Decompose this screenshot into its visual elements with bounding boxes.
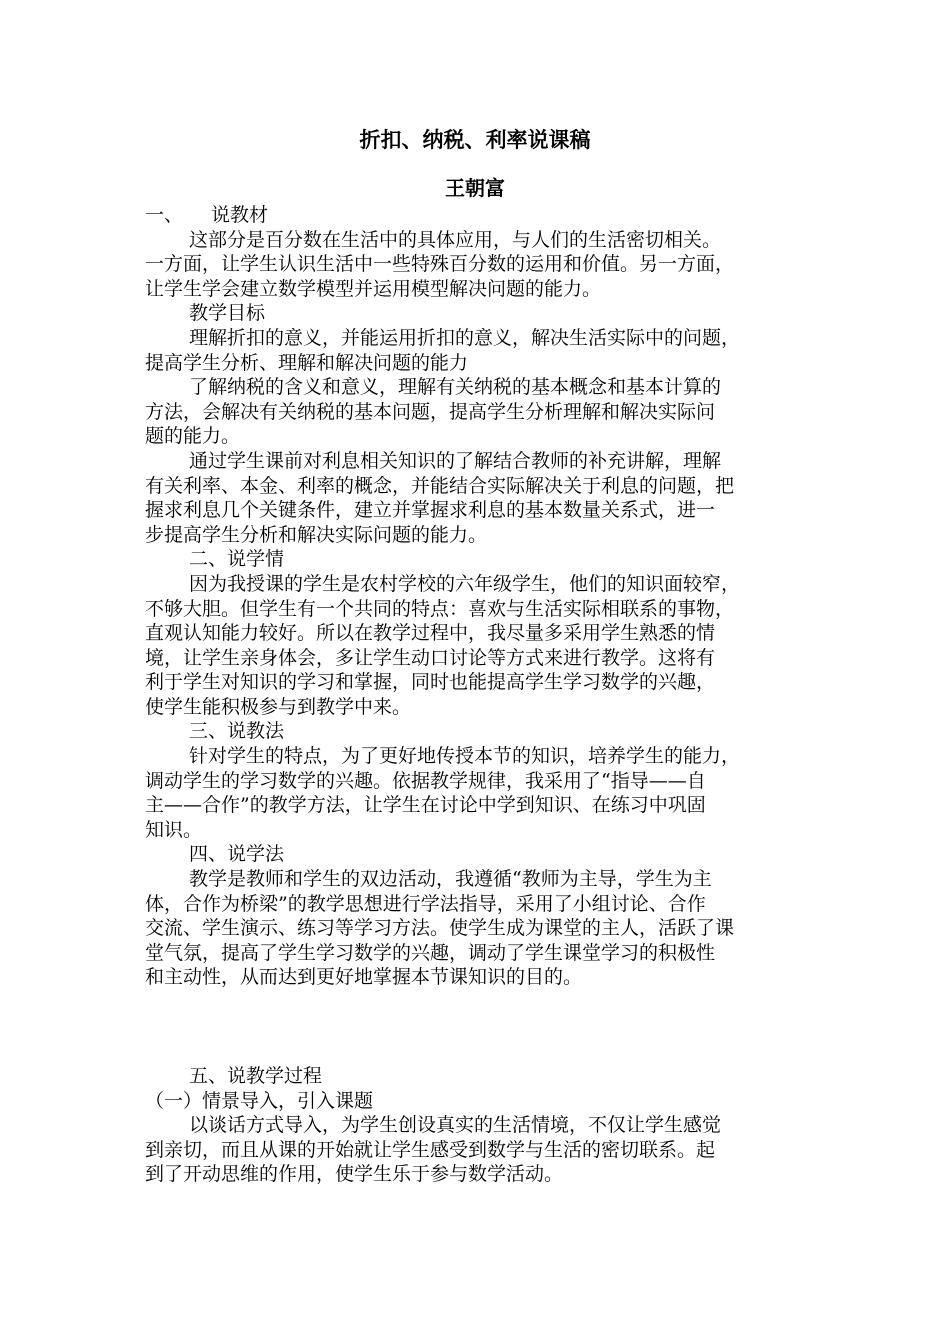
paragraph-teaching-method bbox=[145, 744, 807, 842]
paragraph-line: 有关利率、本金、利率的概念，并能结合实际解决关于利息的问题，把 bbox=[145, 474, 735, 497]
paragraph-line: 这部分是百分数在生活中的具体应用，与人们的生活密切相关。 bbox=[189, 228, 722, 251]
paragraph-line: 和主动性，从而达到更好地掌握本节课知识的目的。 bbox=[145, 966, 583, 989]
paragraph-goal-interest bbox=[145, 449, 807, 547]
paragraph-line: 了解纳税的含义和意义，理解有关纳税的基本概念和基本计算的 bbox=[189, 376, 722, 399]
paragraph-line: 堂气氛，提高了学生学习数学的兴趣，调动了学生课堂学习的积极性 bbox=[145, 941, 716, 964]
paragraph-line: 因为我授课的学生是农村学校的六年级学生，他们的知识面较窄， bbox=[189, 572, 741, 595]
document-author: 王朝富 bbox=[445, 176, 505, 200]
section-heading-learning-method: 四、说学法 bbox=[189, 843, 285, 866]
paragraph-learning-method bbox=[145, 867, 807, 990]
paragraph-line: 到了开动思维的作用，使学生乐于参与数学活动。 bbox=[145, 1163, 564, 1186]
paragraph-intro bbox=[145, 1113, 807, 1187]
paragraph-line: 以谈话方式导入，为学生创设真实的生活情境，不仅让学生感觉 bbox=[189, 1114, 722, 1137]
paragraph-line: 不够大胆。但学生有一个共同的特点：喜欢与生活实际相联系的事物， bbox=[145, 597, 735, 620]
paragraph-line: 境，让学生亲身体会，多让学生动口讨论等方式来进行教学。这将有 bbox=[145, 646, 716, 669]
goals-heading: 教学目标 bbox=[189, 302, 266, 325]
paragraph-line: 提高学生分析、理解和解决问题的能力 bbox=[145, 351, 469, 374]
paragraph-line: 利于学生对知识的学习和掌握，同时也能提高学生学习数学的兴趣， bbox=[145, 671, 716, 694]
paragraph-line: 调动学生的学习数学的兴趣。依据教学规律，我采用了“指导——自 bbox=[145, 769, 706, 792]
paragraph-line: 步提高学生分析和解决实际问题的能力。 bbox=[145, 523, 488, 546]
paragraph-line: 通过学生课前对利息相关知识的了解结合教师的补充讲解，理解 bbox=[189, 449, 722, 472]
paragraph-line: 让学生学会建立数学模型并运用模型解决问题的能力。 bbox=[145, 277, 602, 300]
paragraph-textbook bbox=[145, 228, 807, 302]
paragraph-line: 针对学生的特点，为了更好地传授本节的知识，培养学生的能力， bbox=[189, 745, 741, 768]
paragraph-goal-discount bbox=[145, 326, 807, 375]
paragraph-line: 知识。 bbox=[145, 818, 203, 841]
section-heading-textbook bbox=[145, 203, 807, 228]
paragraph-line: 交流、学生演示、练习等学习方法。使学生成为课堂的主人，活跃了课 bbox=[145, 917, 735, 940]
document-body bbox=[145, 203, 807, 1187]
blank-space bbox=[145, 990, 807, 1064]
paragraph-line: 教学是教师和学生的双边活动，我遵循“教师为主导，学生为主 bbox=[189, 868, 712, 891]
section-title: 说教材 bbox=[211, 204, 269, 226]
paragraph-line: 直观认知能力较好。所以在教学过程中，我尽量多采用学生熟悉的情 bbox=[145, 622, 716, 645]
paragraph-goal-tax bbox=[145, 375, 807, 449]
section-heading-students: 二、说学情 bbox=[189, 548, 285, 571]
paragraph-line: 题的能力。 bbox=[145, 425, 241, 448]
subsection-heading-intro: （一）情景导入，引入课题 bbox=[145, 1089, 374, 1112]
section-heading-teaching-process: 五、说教学过程 bbox=[189, 1065, 323, 1087]
paragraph-line: 到亲切，而且从课的开始就让学生感受到数学与生活的密切联系。起 bbox=[145, 1138, 716, 1161]
paragraph-line: 主——合作”的教学方法，让学生在讨论中学到知识、在练习中巩固 bbox=[145, 794, 706, 817]
section-number: 一、 bbox=[145, 204, 184, 226]
paragraph-line: 方法，会解决有关纳税的基本问题，提高学生分析理解和解决实际问 bbox=[145, 400, 716, 423]
paragraph-students bbox=[145, 572, 807, 720]
paragraph-line: 使学生能积极参与到教学中来。 bbox=[145, 695, 412, 718]
paragraph-line: 一方面，让学生认识生活中一些特殊百分数的运用和价值。另一方面， bbox=[145, 253, 735, 276]
document-title: 折扣、纳税、利率说课稿 bbox=[359, 128, 591, 152]
paragraph-line: 握求利息几个关键条件，建立并掌握求利息的基本数量关系式，进一 bbox=[145, 499, 716, 522]
section-heading-teaching-method: 三、说教法 bbox=[189, 720, 285, 743]
paragraph-line: 体，合作为桥梁”的教学思想进行学法指导，采用了小组讨论、合作 bbox=[145, 892, 706, 915]
paragraph-line: 理解折扣的意义，并能运用折扣的意义，解决生活实际中的问题， bbox=[189, 326, 741, 349]
